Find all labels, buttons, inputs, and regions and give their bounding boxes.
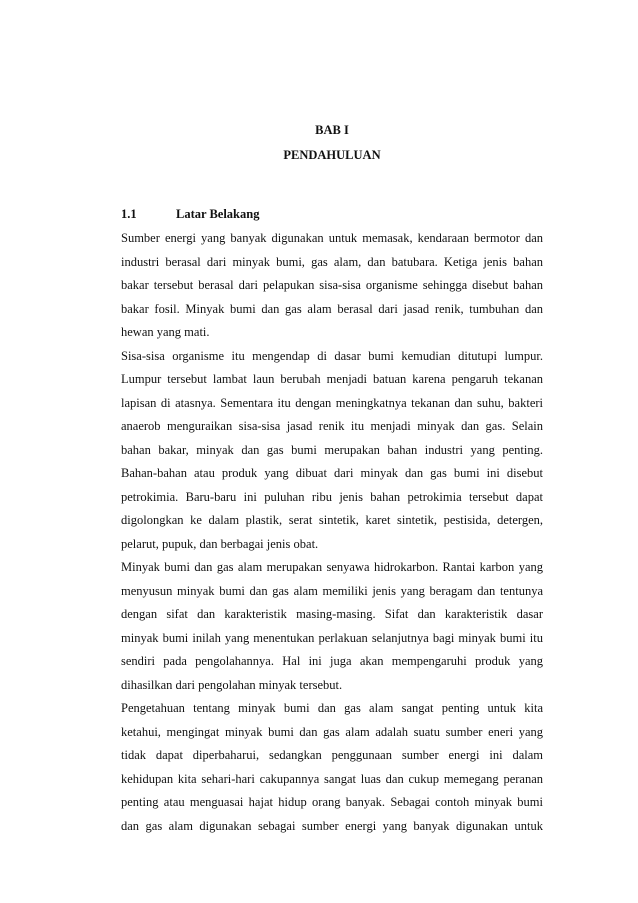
text-line: tidak dapat diperbaharui, sedangkan penggunaan sumber energi ini dalam [121,748,543,763]
text-line: industri berasal dari minyak bumi, gas alam, dan batubara. Ketiga jenis bahan [121,254,543,269]
text-line: ketahui, mengingat minyak bumi dan gas alam adalah suatu sumber eneri yang [121,724,543,739]
text-line: penting atau menguasai hajat hidup orang banyak. Sebagai contoh minyak bumi [121,795,543,810]
section-heading [121,207,259,221]
text-line: anaerob menguraikan sisa-sisa jasad renik itu menjadi minyak dan gas. Selain [121,419,543,434]
text-line: dan gas alam digunakan sebagai sumber energi yang banyak digunakan untuk [121,818,543,833]
text-line: Minyak bumi dan gas alam merupakan senyawa hidrokarbon. Rantai karbon yang [121,560,543,575]
text-line: kehidupan kita sehari-hari cakupannya sangat luas dan cukup memegang peranan [121,771,543,786]
text-line: Sisa-sisa organisme itu mengendap di dasar bumi kemudian ditutupi lumpur. [121,348,543,363]
text-line: dengan sifat dan karakteristik masing-masing. Sifat dan karakteristik dasar [121,607,543,622]
text-line: pelarut, pupuk, dan berbagai jenis obat. [121,536,319,551]
text-line: Sumber energi yang banyak digunakan untuk memasak, kendaraan bermotor dan [121,231,543,245]
text-line: petrokimia. Baru-baru ini puluhan ribu jenis bahan petrokimia tersebut dapat [121,489,543,504]
text-line: bahan bakar, minyak dan gas bumi merupakan bahan industri yang penting. [121,442,543,457]
section-number: 1.1 [121,207,137,221]
text-line: Pengetahuan tentang minyak bumi dan gas alam sangat penting untuk kita [121,701,543,716]
text-line: minyak bumi inilah yang menentukan perlakuan selanjutnya bagi minyak bumi itu [121,630,543,645]
text-line: Lumpur tersebut lambat laun berubah menjadi batuan karena pengaruh tekanan [121,372,543,387]
chapter-number: BAB I [315,123,349,137]
text-line: dihasilkan dari pengolahan minyak tersebut. [121,677,343,692]
text-line: hewan yang mati. [121,325,210,340]
text-line: bakar tersebut berasal dari pelapukan sisa-sisa organisme sehingga disebut bahan [121,278,543,293]
text-line: bakar fosil. Minyak bumi dan gas alam berasal dari jasad renik, tumbuhan dan [121,301,543,316]
text-line: sendiri pada pengolahannya. Hal ini juga akan mempengaruhi produk yang [121,654,543,669]
body-text [121,227,543,838]
text-line: digolongkan ke dalam plastik, serat sintetik, karet sintetik, pestisida, detergen, [121,513,543,528]
chapter-title: PENDAHULUAN [283,148,381,162]
text-line: Bahan-bahan atau produk yang dibuat dari minyak dan gas bumi ini disebut [121,466,543,481]
text-line: menyusun minyak bumi dan gas alam memiliki jenis yang beragam dan tentunya [121,583,543,598]
text-line: lapisan di atasnya. Sementara itu dengan meningkatnya tekanan dan suhu, bakteri [121,395,543,410]
section-title: Latar Belakang [176,207,260,221]
